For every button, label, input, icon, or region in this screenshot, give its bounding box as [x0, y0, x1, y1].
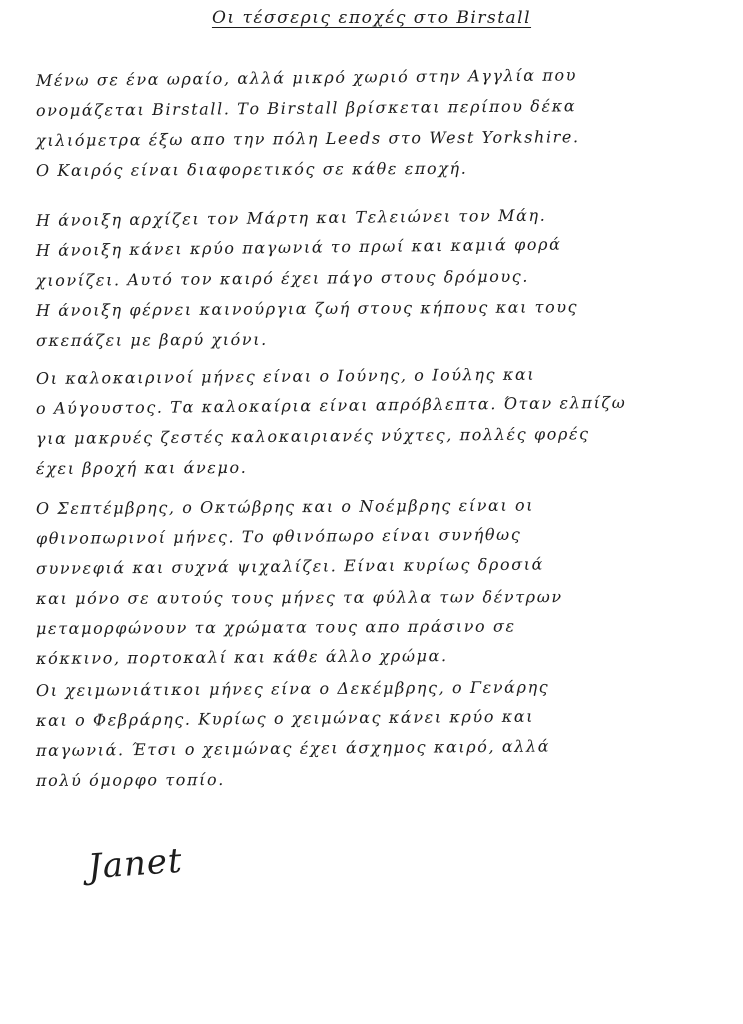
paragraph-line: Η άνοιξη κάνει κρύο παγωνιά το πρωί και καμιά φορά [35, 234, 562, 260]
paragraph-line: χιλιόμετρα έξω απο την πόλη Leeds στο West Yorkshire. [35, 127, 580, 150]
paragraph-3 [36, 364, 716, 484]
paragraph-line: Ο Καιρός είναι διαφορετικός σε κάθε εποχή. [35, 158, 468, 180]
paragraph-4 [36, 494, 716, 674]
paragraph-line: φθινοπωρινοί μήνες. Το φθινόπωρο είναι συνήθως [35, 524, 522, 548]
paragraph-line: και μόνο σε αυτούς τους μήνες τα φύλλα των δέντρων [35, 587, 563, 608]
paragraph-line: μεταμορφώνουν τα χρώματα τους απο πράσινο σε [35, 616, 516, 638]
paragraph-line: ο Αύγουστος. Τα καλοκαίρια είναι απρόβλεπτα. Όταν ελπίζω [35, 392, 627, 418]
paragraph-line: συννεφιά και συχνά ψιχαλίζει. Είναι κυρίως δροσιά [35, 554, 545, 578]
paragraph-line: για μακρυές ζεστές καλοκαιριανές νύχτες, πολλές φορές [35, 424, 590, 448]
paragraph-line: και ο Φεβράρης. Κυρίως ο χειμώνας κάνει κρύο και [35, 706, 535, 730]
paragraph-1 [36, 66, 716, 186]
paragraph-2 [36, 206, 716, 356]
paragraph-line: Μένω σε ένα ωραίο, αλλά μικρό χωριό στην Αγγλία που [35, 65, 578, 90]
paragraph-5 [36, 676, 716, 796]
paragraph-line: Ο Σεπτέμβρης, ο Οκτώβρης και ο Νοέμβρης είναι οι [35, 495, 535, 518]
page-title [0, 8, 743, 28]
paragraph-line: ονομάζεται Birstall. Το Birstall βρίσκεται περίπου δέκα [35, 96, 577, 120]
paragraph-line: Οι χειμωνιάτικοι μήνες είνα ο Δεκέμβρης, ο Γενάρης [35, 677, 550, 700]
paragraph-line: παγωνιά. Έτσι ο χειμώνας έχει άσχημος καιρό, αλλά [35, 736, 551, 760]
paragraph-line: Οι καλοκαιρινοί μήνες είναι ο Ιούνης, ο Ιούλης και [35, 364, 536, 388]
paragraph-line: χιονίζει. Αυτό τον καιρό έχει πάγο στους δρόμους. [35, 266, 530, 290]
paragraph-line: σκεπάζει με βαρύ χιόνι. [35, 329, 268, 350]
paragraph-line: Η άνοιξη φέρνει καινούργια ζωή στους κήπους και τους [35, 297, 579, 320]
paragraph-line: έχει βροχή και άνεμο. [35, 457, 248, 478]
paragraph-line: Η άνοιξη αρχίζει τον Μάρτη και Τελειώνει τον Μάη. [35, 205, 547, 230]
title-text: Οι τέσσερις εποχές στο Birstall [211, 8, 532, 28]
paragraph-line: κόκκινο, πορτοκαλί και κάθε άλλο χρώμα. [35, 646, 448, 668]
paragraph-line: πολύ όμορφο τοπίο. [35, 770, 225, 790]
signature: Janet [86, 840, 184, 888]
